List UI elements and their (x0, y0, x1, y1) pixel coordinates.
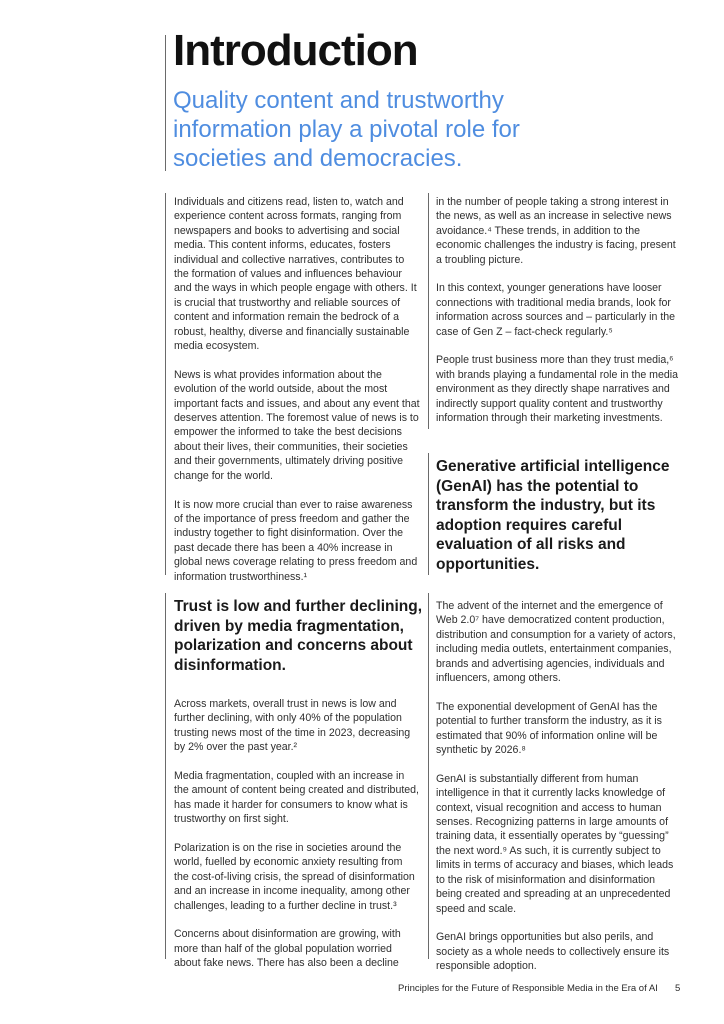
paragraph: It is now more crucial than ever to raise awareness of the importance of press freedom and gather the industry together to fight disinformation. Over the past decade there has been a 40% increase in global news coverage relating to press freedom and information trustworthiness.¹ (174, 498, 418, 583)
left-column-rule (165, 193, 166, 575)
paragraph: People trust business more than they trust media,⁶ with brands playing a fundamental role in the media environment as they directly shape narratives and indirectly support quality content and trustworthy information through their marketing investments. (436, 354, 679, 425)
right-column-bottom (436, 599, 680, 988)
left-column-bottom (174, 697, 420, 985)
right-column-rule-middle (428, 453, 429, 575)
page-subtitle: Quality content and trustworthy information play a pivotal role for societies and democracies. (173, 87, 520, 172)
right-column-top (436, 195, 680, 440)
paragraph: Across markets, overall trust in news is low and further declining, with only 40% of the population trusting news most of the time in 2023, decreasing by 2% over the past year.² (174, 698, 411, 754)
right-column-rule-lower (428, 593, 429, 959)
page-title: Introduction (173, 26, 418, 75)
paragraph: News is what provides information about the evolution of the world outside, about the most important facts and issues, and about any event that deserves attention. The foremost value of news is to empower the informed to take the best decisions about their lives, their communities, their societies and their governments, ultimately driving positive change for the world. (174, 368, 420, 482)
left-column-top (174, 195, 420, 598)
paragraph: Media fragmentation, coupled with an increase in the amount of content being created and distributed, has made it harder for consumers to know what is trustworthy on first sight. (174, 770, 420, 826)
right-column-rule (428, 193, 429, 429)
paragraph: Polarization is on the rise in societies around the world, fuelled by economic anxiety resulting from the cost-of-living crisis, the spread of disinformation and an increase in income inequality, among other challenges, leading to a further decline in trust.³ (174, 842, 415, 912)
paragraph: Individuals and citizens read, listen to, watch and experience content across formats, ranging from newspapers and books to advertising and social media. This content informs, educates, fosters individual and collective narratives, contributes to the formation of values and influences behaviour and the ways in which people engage with others. It is crucial that trustworthy and reliable sources of content and information remain the bedrock of a robust, healthy, diverse and financially sustainable media ecosystem. (174, 196, 417, 353)
paragraph: GenAI brings opportunities but also perils, and society as a whole needs to collectively ensure its responsible adoption. (436, 931, 670, 973)
section-heading-genai: Generative artificial intelligence (GenAI) has the potential to transform the industry, but its adoption requires careful evaluation of all risks and opportunities. (436, 458, 670, 573)
paragraph: Concerns about disinformation are growing, with more than half of the global population worried about fake news. There has also been a decline (174, 928, 401, 970)
section-heading-trust: Trust is low and further declining, driven by media fragmentation, polarization and concerns about disinformation. (174, 598, 423, 674)
page-number: 5 (675, 983, 681, 994)
left-column-rule-lower (165, 593, 166, 959)
paragraph: in the number of people taking a strong interest in the news, as well as an increase in selective news avoidance.⁴ These trends, in addition to the economic challenges the industry is facing, present a troubling picture. (436, 196, 676, 266)
title-rule (165, 35, 166, 171)
paragraph: The exponential development of GenAI has the potential to further transform the industry, as it is estimated that 90% of information online will be synthetic by 2026.⁸ (436, 700, 662, 757)
footer-title: Principles for the Future of Responsible Media in the Era of AI (398, 983, 658, 994)
paragraph: In this context, younger generations have looser connections with traditional media brands, look for information across sources and – particularly in the case of Gen Z – fact-check regularly.⁵ (436, 282, 676, 338)
paragraph: The advent of the internet and the emergence of Web 2.0⁷ have democratized content production, distribution and consumption for a variety of actors, including media outlets, entertainment companies, brands and advertising agencies, individuals and influencers, among others. (436, 600, 676, 685)
paragraph: GenAI is substantially different from human intelligence in that it currently lacks knowledge of context, visual recognition and access to human senses. Recognizing patterns in large amounts of training data, it essentially operates by “guessing” the next word.⁹ As such, it is currently subject to limits in terms of accuracy and biases, which leads to the risk of misinformation and disinformation being created and spreading at an unprecedented speed and scale. (436, 772, 674, 915)
